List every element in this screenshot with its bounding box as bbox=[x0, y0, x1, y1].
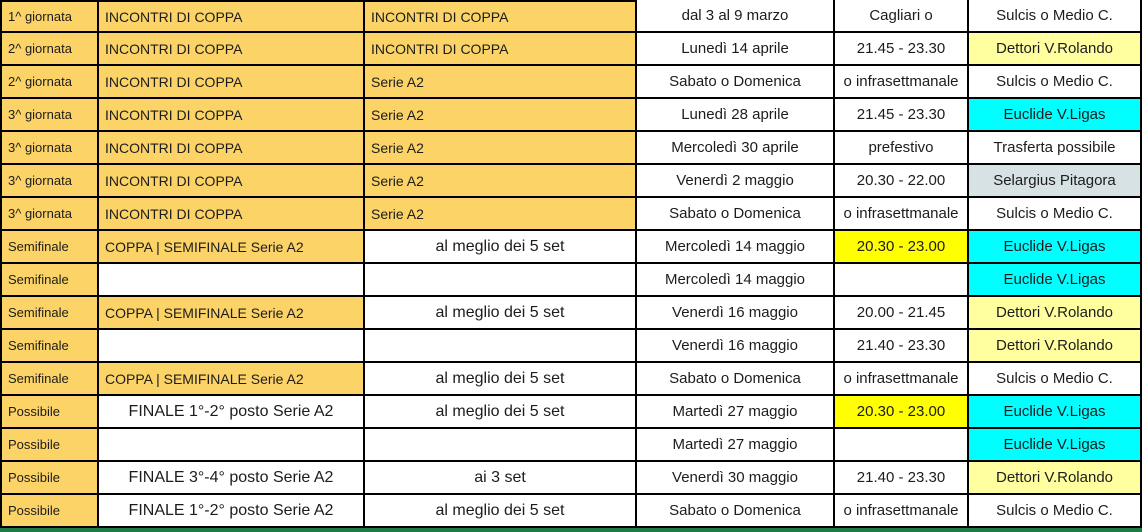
table-cell[interactable]: Serie A2 bbox=[365, 198, 637, 231]
table-cell[interactable]: Venerdì 2 maggio bbox=[637, 165, 835, 198]
table-cell[interactable]: Lunedì 28 aprile bbox=[637, 99, 835, 132]
table-cell[interactable]: Sabato o Domenica bbox=[637, 495, 835, 528]
table-cell[interactable]: COPPA | SEMIFINALE Serie A2 bbox=[99, 297, 365, 330]
table-cell[interactable]: o infrasettmanale bbox=[835, 66, 969, 99]
table-cell[interactable] bbox=[835, 429, 969, 462]
table-cell[interactable]: al meglio dei 5 set bbox=[365, 231, 637, 264]
table-cell[interactable]: COPPA | SEMIFINALE Serie A2 bbox=[99, 231, 365, 264]
table-cell[interactable]: Sabato o Domenica bbox=[637, 198, 835, 231]
table-cell[interactable]: Mercoledì 14 maggio bbox=[637, 231, 835, 264]
table-cell[interactable]: Cagliari o bbox=[835, 0, 969, 33]
table-cell[interactable]: Venerdì 30 maggio bbox=[637, 462, 835, 495]
table-cell[interactable]: Sulcis o Medio C. bbox=[969, 66, 1142, 99]
table-cell[interactable] bbox=[99, 264, 365, 297]
table-cell[interactable]: Dettori V.Rolando bbox=[969, 33, 1142, 66]
table-cell[interactable]: Venerdì 16 maggio bbox=[637, 297, 835, 330]
table-cell[interactable] bbox=[835, 264, 969, 297]
table-cell[interactable]: Semifinale bbox=[0, 297, 99, 330]
table-cell[interactable]: Semifinale bbox=[0, 363, 99, 396]
table-cell[interactable]: Euclide V.Ligas bbox=[969, 396, 1142, 429]
table-cell[interactable]: INCONTRI DI COPPA bbox=[99, 99, 365, 132]
table-cell[interactable]: Semifinale bbox=[0, 330, 99, 363]
table-cell[interactable]: COPPA | SEMIFINALE Serie A2 bbox=[99, 363, 365, 396]
table-cell[interactable]: Serie A2 bbox=[365, 165, 637, 198]
table-cell[interactable]: 3^ giornata bbox=[0, 165, 99, 198]
table-cell[interactable]: o infrasettmanale bbox=[835, 198, 969, 231]
table-cell[interactable]: INCONTRI DI COPPA bbox=[99, 33, 365, 66]
table-cell[interactable]: Possibile bbox=[0, 462, 99, 495]
table-cell[interactable]: Trasferta possibile bbox=[969, 132, 1142, 165]
table-cell[interactable]: al meglio dei 5 set bbox=[365, 297, 637, 330]
table-cell[interactable]: INCONTRI DI COPPA bbox=[99, 198, 365, 231]
table-cell[interactable]: Lunedì 14 aprile bbox=[637, 33, 835, 66]
table-cell[interactable]: al meglio dei 5 set bbox=[365, 495, 637, 528]
table-cell[interactable]: 2^ giornata bbox=[0, 33, 99, 66]
table-cell[interactable]: Serie A2 bbox=[365, 99, 637, 132]
table-cell[interactable]: al meglio dei 5 set bbox=[365, 396, 637, 429]
table-cell[interactable]: Sulcis o Medio C. bbox=[969, 198, 1142, 231]
table-cell[interactable]: Sulcis o Medio C. bbox=[969, 0, 1142, 33]
table-cell[interactable]: Possibile bbox=[0, 429, 99, 462]
table-cell[interactable]: 20.30 - 22.00 bbox=[835, 165, 969, 198]
table-cell[interactable]: 2^ giornata bbox=[0, 66, 99, 99]
table-cell[interactable]: Serie A2 bbox=[365, 66, 637, 99]
table-cell[interactable]: o infrasettmanale bbox=[835, 495, 969, 528]
table-cell[interactable]: INCONTRI DI COPPA bbox=[365, 0, 637, 33]
table-cell[interactable]: Euclide V.Ligas bbox=[969, 264, 1142, 297]
table-cell[interactable]: Serie A2 bbox=[365, 132, 637, 165]
table-cell[interactable]: FINALE 1°-2° posto Serie A2 bbox=[99, 495, 365, 528]
table-cell[interactable] bbox=[365, 264, 637, 297]
table-cell[interactable]: Dettori V.Rolando bbox=[969, 462, 1142, 495]
table-cell[interactable]: Martedì 27 maggio bbox=[637, 429, 835, 462]
table-cell[interactable]: FINALE 1°-2° posto Serie A2 bbox=[99, 396, 365, 429]
table-cell[interactable]: o infrasettmanale bbox=[835, 363, 969, 396]
table-cell[interactable]: FINALE 3°-4° posto Serie A2 bbox=[99, 462, 365, 495]
table-cell[interactable]: dal 3 al 9 marzo bbox=[637, 0, 835, 33]
table-cell[interactable]: 3^ giornata bbox=[0, 99, 99, 132]
table-cell[interactable]: Possibile bbox=[0, 495, 99, 528]
table-cell[interactable]: INCONTRI DI COPPA bbox=[365, 33, 637, 66]
green-divider bbox=[0, 528, 1142, 532]
table-cell[interactable]: prefestivo bbox=[835, 132, 969, 165]
table-cell[interactable] bbox=[365, 429, 637, 462]
table-cell[interactable]: Possibile bbox=[0, 396, 99, 429]
table-cell[interactable]: 20.30 - 23.00 bbox=[835, 396, 969, 429]
table-cell[interactable]: 21.45 - 23.30 bbox=[835, 33, 969, 66]
table-cell[interactable]: 20.00 - 21.45 bbox=[835, 297, 969, 330]
table-cell[interactable]: Euclide V.Ligas bbox=[969, 231, 1142, 264]
table-cell[interactable]: 3^ giornata bbox=[0, 132, 99, 165]
table-cell[interactable]: Semifinale bbox=[0, 231, 99, 264]
table-cell[interactable]: Sulcis o Medio C. bbox=[969, 495, 1142, 528]
table-cell[interactable]: Mercoledì 30 aprile bbox=[637, 132, 835, 165]
table-cell[interactable] bbox=[365, 330, 637, 363]
table-cell[interactable]: Sabato o Domenica bbox=[637, 363, 835, 396]
table-cell[interactable]: 21.45 - 23.30 bbox=[835, 99, 969, 132]
table-cell[interactable]: Selargius Pitagora bbox=[969, 165, 1142, 198]
table-cell[interactable]: INCONTRI DI COPPA bbox=[99, 0, 365, 33]
table-cell[interactable]: 20.30 - 23.00 bbox=[835, 231, 969, 264]
table-cell[interactable]: Sabato o Domenica bbox=[637, 66, 835, 99]
table-cell[interactable] bbox=[99, 429, 365, 462]
table-cell[interactable]: 3^ giornata bbox=[0, 198, 99, 231]
table-cell[interactable]: Sulcis o Medio C. bbox=[969, 363, 1142, 396]
table-cell[interactable]: Dettori V.Rolando bbox=[969, 297, 1142, 330]
table-cell[interactable]: Martedì 27 maggio bbox=[637, 396, 835, 429]
table-cell[interactable]: Dettori V.Rolando bbox=[969, 330, 1142, 363]
table-cell[interactable]: 1^ giornata bbox=[0, 0, 99, 33]
table-cell[interactable]: INCONTRI DI COPPA bbox=[99, 66, 365, 99]
table-cell[interactable]: INCONTRI DI COPPA bbox=[99, 165, 365, 198]
table-cell[interactable]: Venerdì 16 maggio bbox=[637, 330, 835, 363]
table-cell[interactable]: INCONTRI DI COPPA bbox=[99, 132, 365, 165]
table-cell[interactable]: 21.40 - 23.30 bbox=[835, 330, 969, 363]
table-cell[interactable]: Mercoledì 14 maggio bbox=[637, 264, 835, 297]
table-cell[interactable]: Euclide V.Ligas bbox=[969, 99, 1142, 132]
table-cell[interactable]: Semifinale bbox=[0, 264, 99, 297]
table-cell[interactable]: 21.40 - 23.30 bbox=[835, 462, 969, 495]
table-cell[interactable] bbox=[99, 330, 365, 363]
table-cell[interactable]: Euclide V.Ligas bbox=[969, 429, 1142, 462]
table-cell[interactable]: ai 3 set bbox=[365, 462, 637, 495]
table-cell[interactable]: al meglio dei 5 set bbox=[365, 363, 637, 396]
